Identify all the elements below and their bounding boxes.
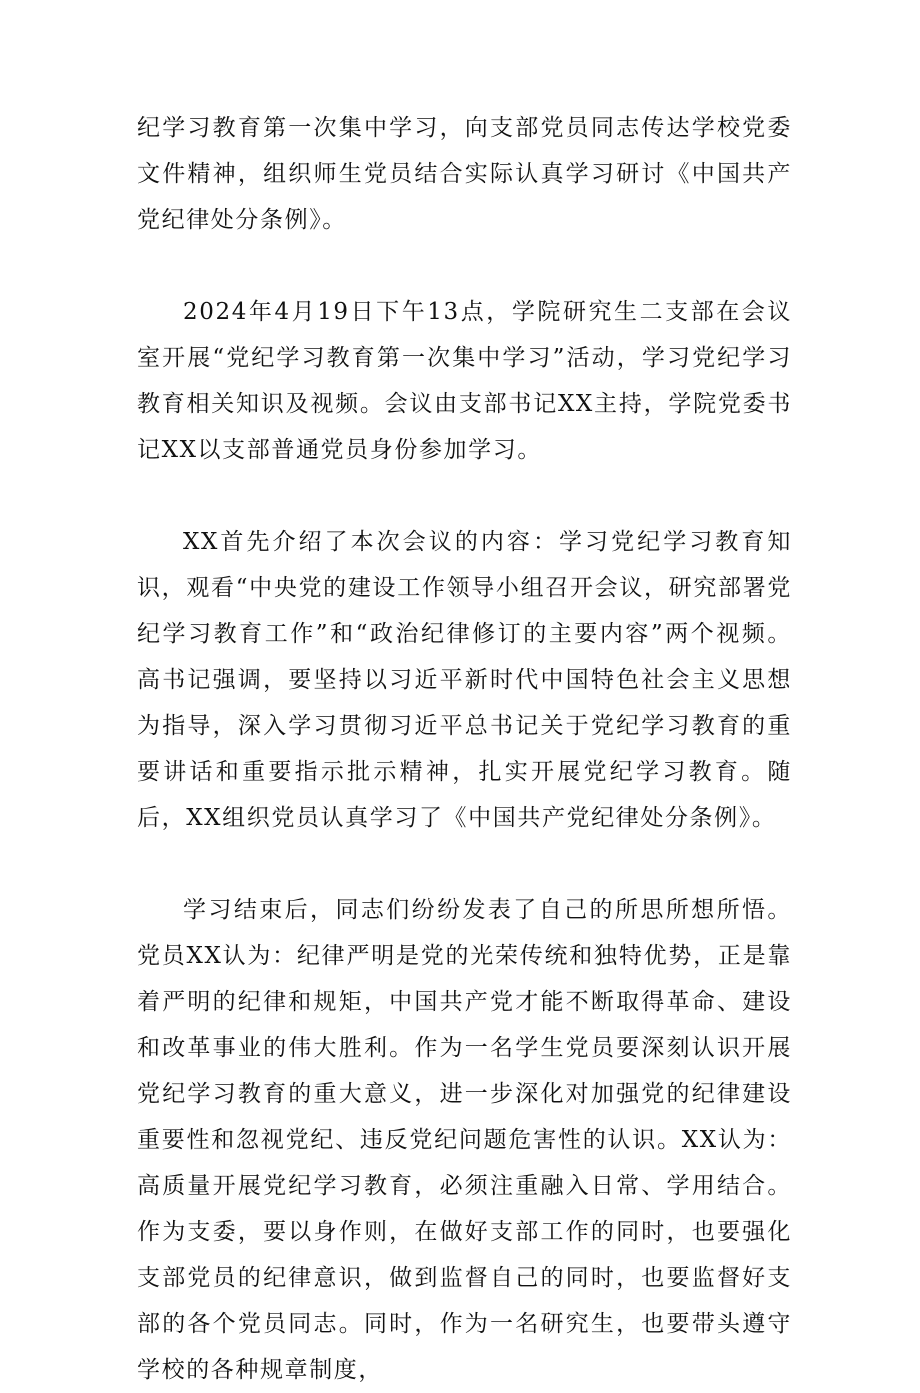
paragraph-1: 纪学习教育第一次集中学习，向支部党员同志传达学校党委文件精神，组织师生党员结合实际认真学习研讨《中国共产党纪律处分条例》。	[137, 115, 792, 233]
paragraph-3: XX首先介绍了本次会议的内容：学习党纪学习教育知识，观看“中央党的建设工作领导小组召开会议，研究部署党纪学习教育工作”和“政治纪律修订的主要内容”两个视频。高书记强调，要坚持以习近平新时代中国特色社会主义思想为指导，深入学习贯彻习近平总书记关于党纪学习教育的重要讲话和重要指示批示精神，扎实开展党纪学习教育。随后，XX组织党员认真学习了《中国共产党纪律处分条例》。	[137, 529, 792, 831]
paragraph-2: 2024年4月19日下午13点，学院研究生二支部在会议室开展“党纪学习教育第一次集中学习”活动，学习党纪学习教育相关知识及视频。会议由支部书记XX主持，学院党委书记XX以支部普通党员身份参加学习。	[137, 299, 792, 463]
paragraph-4: 学习结束后，同志们纷纷发表了自己的所思所想所悟。党员XX认为：纪律严明是党的光荣传统和独特优势，正是靠着严明的纪律和规矩，中国共产党才能不断取得革命、建设和改革事业的伟大胜利。作为一名学生党员要深刻认识开展党纪学习教育的重大意义，进一步深化对加强党的纪律建设重要性和忽视党纪、违反党纪问题危害性的认识。XX认为：高质量开展党纪学习教育，必须注重融入日常、学用结合。作为支委，要以身作则，在做好支部工作的同时，也要强化支部党员的纪律意识，做到监督自己的同时，也要监督好支部的各个党员同志。同时，作为一名研究生，也要带头遵守学校的各种规章制度，	[137, 897, 792, 1383]
